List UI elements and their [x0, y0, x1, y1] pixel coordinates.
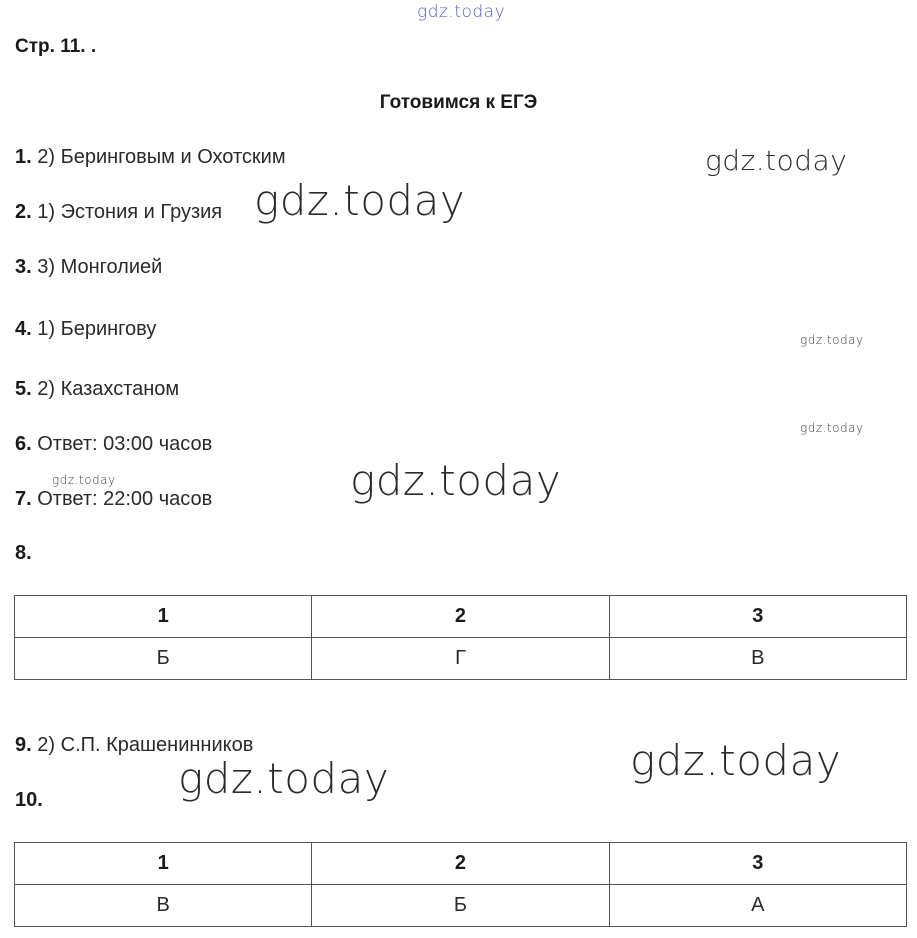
- answer-number: 4.: [15, 318, 32, 340]
- answer-number: 9.: [15, 734, 32, 756]
- answer-number: 3.: [15, 256, 32, 278]
- answer-1: [15, 146, 286, 169]
- table-header-row: [15, 596, 907, 638]
- answer-text: 2) Казахстаном: [37, 378, 180, 400]
- answer-7: [15, 488, 212, 511]
- answer-number: 1.: [15, 146, 32, 168]
- page-label: Стр. 11. .: [15, 36, 97, 57]
- table-cell: В: [15, 885, 312, 927]
- answer-table-10: [14, 842, 907, 927]
- table-header-row: [15, 843, 907, 885]
- watermark: gdz.today: [350, 456, 562, 505]
- answer-number: 7.: [15, 488, 32, 510]
- watermark: gdz.today: [705, 144, 848, 177]
- answer-9: [15, 734, 253, 757]
- watermark: gdz.today: [178, 754, 390, 803]
- table-row: [15, 638, 907, 680]
- watermark: gdz.today: [800, 421, 864, 435]
- answer-number: 6.: [15, 433, 32, 455]
- table-cell: В: [609, 638, 906, 680]
- watermark: gdz.today: [800, 333, 864, 347]
- table-header-cell: 1: [15, 596, 312, 638]
- table-header-cell: 2: [312, 843, 609, 885]
- table-cell: Г: [312, 638, 609, 680]
- answer-number: 8.: [15, 542, 32, 564]
- table-cell: А: [609, 885, 906, 927]
- table-header-cell: 1: [15, 843, 312, 885]
- answer-5: [15, 378, 179, 401]
- answer-text: 1) Эстония и Грузия: [37, 201, 223, 223]
- answer-number: 10.: [15, 789, 43, 811]
- answer-6: [15, 433, 212, 456]
- answer-text: 3) Монголией: [37, 256, 163, 278]
- answer-8: [15, 542, 32, 565]
- answer-table-8: [14, 595, 907, 680]
- answer-text: 2) Беринговым и Охотским: [37, 146, 286, 168]
- section-title: Готовимся к ЕГЭ: [379, 92, 538, 113]
- answer-number: 5.: [15, 378, 32, 400]
- answer-number: 2.: [15, 201, 32, 223]
- table-header-cell: 3: [609, 843, 906, 885]
- answer-text: Ответ: 22:00 часов: [37, 488, 213, 510]
- answer-text: 1) Берингову: [37, 318, 157, 340]
- answer-text: Ответ: 03:00 часов: [37, 433, 213, 455]
- table-cell: Б: [15, 638, 312, 680]
- table-row: [15, 885, 907, 927]
- watermark: gdz.today: [52, 473, 116, 487]
- answer-10: [15, 789, 43, 812]
- table-header-cell: 2: [312, 596, 609, 638]
- answer-2: [15, 201, 222, 224]
- answer-4: [15, 318, 156, 341]
- watermark: gdz.today: [630, 736, 842, 785]
- table-header-cell: 3: [609, 596, 906, 638]
- watermark-top: gdz.today: [417, 2, 506, 22]
- watermark: gdz.today: [254, 176, 466, 225]
- table-cell: Б: [312, 885, 609, 927]
- answer-3: [15, 256, 162, 279]
- answer-text: 2) С.П. Крашенинников: [37, 734, 254, 756]
